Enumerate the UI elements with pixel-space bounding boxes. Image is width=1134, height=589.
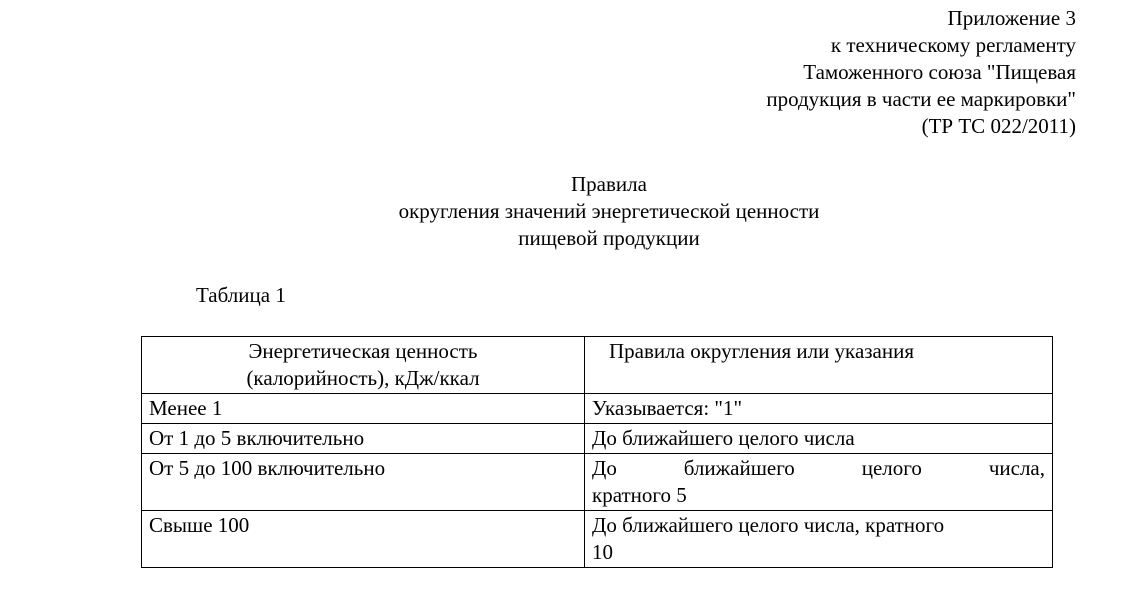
table-row [142,394,1053,424]
table-row [142,511,1053,568]
table-row [142,424,1053,454]
cell-value: От 5 до 100 включительно [142,454,585,511]
header-rounding-rules: Правила округления или указания [585,337,1053,394]
appendix-line: Приложение 3 [947,6,1076,30]
rule-line: кратного 5 [592,483,687,507]
table-caption: Таблица 1 [196,283,286,307]
rule-line: До ближайшего целого числа [592,426,855,450]
rule-line: До ближайшего целого числа, [592,456,1045,480]
rounding-rules-table [141,336,1053,568]
header-line: Энергетическая ценность [248,339,478,363]
rule-line: До ближайшего целого числа, кратного [592,513,945,537]
appendix-line: Таможенного союза "Пищевая [803,60,1076,84]
cell-value: Свыше 100 [142,511,585,568]
document-title [0,171,1134,252]
cell-rule [585,394,1053,424]
appendix-header [766,5,1076,140]
rule-line: Указывается: "1" [592,396,743,420]
title-line: округления значений энергетической ценности [398,199,820,223]
header-line: (калорийность), кДж/ккал [246,366,480,390]
appendix-line: к техническому регламенту [830,33,1076,57]
cell-rule [585,424,1053,454]
rule-line: 10 [592,540,613,564]
header-energy-value [142,337,585,394]
cell-rule [585,454,1053,511]
table-header-row [142,337,1053,394]
cell-value: От 1 до 5 включительно [142,424,585,454]
appendix-line: (ТР ТС 022/2011) [921,114,1076,138]
table-row [142,454,1053,511]
appendix-line: продукция в части ее маркировки" [766,87,1076,111]
cell-value: Менее 1 [142,394,585,424]
title-line: пищевой продукции [518,226,700,250]
title-line: Правила [571,172,647,196]
cell-rule [585,511,1053,568]
